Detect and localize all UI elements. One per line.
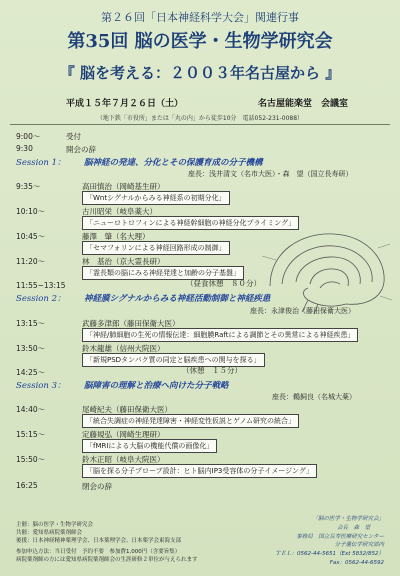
header-theme: 『 脳を考える：２００３年名古屋から 』 xyxy=(59,64,341,82)
talk-time: 10:45～ xyxy=(16,232,46,241)
talk-time: 10:10～ xyxy=(16,207,46,216)
session1-chair: 座長：浅井清文（名市大医）・森 望（国立長寿研） xyxy=(188,170,353,178)
session3-chair: 座長：鵜飼良（名城大薬） xyxy=(272,393,356,401)
talk-speaker: 鈴木正昭（岐阜大院医） xyxy=(82,455,165,464)
talk-title-box: 「Wntシグナルからみる神経系の初期分化」 xyxy=(82,191,230,205)
footer-department: 分子遺伝学研究部内 xyxy=(334,542,384,548)
session1-title: 脳神経の発達、分化とその保護育成の分子機構 xyxy=(84,158,263,168)
talk-title-box: 「統合失調症の神経発達障害・神経変性仮説とゲノム研究の統合」 xyxy=(82,414,299,428)
brain-illustration xyxy=(262,226,392,314)
closing-label: 閉会の辞 xyxy=(82,482,112,491)
talk-title-box: 「ニューロトロフィンによる神経幹細胞の神経分化プライミング」 xyxy=(82,216,299,230)
footer-organizer: 主催：脳の医学・生物学研究会 xyxy=(16,522,94,528)
talk-speaker: 尾崎紀夫（藤田保衛大医） xyxy=(82,405,172,414)
talk-title-box: 「霊長類の脳にみる神経発達と加齢の分子基盤」 xyxy=(82,266,244,280)
talk-title-box: 「セマフォリンによる神経回路形成の制御」 xyxy=(82,241,230,255)
closing-time: 16:25 xyxy=(16,481,38,490)
talk-speaker: 定藤規弘（岡崎生理研） xyxy=(82,430,165,439)
talk-speaker: 武藤多津郎（藤田保衛大医） xyxy=(82,319,180,328)
session2-label: Session 2： xyxy=(16,294,66,304)
talk-time: 13:15～ xyxy=(16,319,46,328)
break-label: （休憩 １５分） xyxy=(182,366,242,375)
divider xyxy=(10,124,390,125)
footer-president: 会長 森 望 xyxy=(336,525,370,531)
talk-title-box: 「神経/肺細胞の生死の情報伝達：細胞膜Raftによる調節とその異常による神経疾患」 xyxy=(82,328,358,342)
header-title: 第35回 脳の医学・生物学研究会 xyxy=(67,31,333,52)
footer-society: 「脳の医学・生物学研究会」 xyxy=(312,516,384,522)
talk-time: 15:50～ xyxy=(16,455,46,464)
event-venue: 名古屋能楽堂 会議室 xyxy=(258,99,349,109)
opening-time: 9:30 xyxy=(16,144,33,153)
footer-cohost: 共催：愛知県病院薬剤師会 xyxy=(16,530,83,536)
session3-title: 脳障害の理解と治療へ向けた分子戦略 xyxy=(84,381,229,391)
footer-credit: 病院薬剤師の方には愛知県病院薬剤師会の生涯研修２単位が与えられます xyxy=(16,557,198,563)
venue-access: （地下鉄「市役所」または「丸の内」から徒歩10分 電話052-231-0088） xyxy=(96,115,304,122)
talk-time: 15:15～ xyxy=(16,430,46,439)
opening-label: 開会の辞 xyxy=(66,145,96,154)
talk-title-box: 「fMRIによる大脳の機能代償の画像化」 xyxy=(82,439,217,453)
footer-registration: 参加申込方法：当日受付 予約不要 参加費1,000円（含要旨集） xyxy=(16,549,181,555)
lunch-time: 11:55~13:15 xyxy=(16,281,66,290)
footer-support: 後援：日本神経精神薬理学会、日本薬理学会、日本薬学会東海支部 xyxy=(16,538,182,544)
talk-speaker: 高田慎治（岡崎基生研） xyxy=(82,182,165,191)
talk-time: 11:20～ xyxy=(16,257,46,266)
footer-fax: Fax：0562-44-6592 xyxy=(329,560,384,566)
break-time: 14:25～ xyxy=(16,368,46,377)
talk-speaker: 藤澤 肇（名大理） xyxy=(82,232,150,241)
talk-time: 9:35～ xyxy=(16,182,41,191)
talk-time: 13:50～ xyxy=(16,344,46,353)
session2-chair: 座長：永津俊治（藤田保衛大医） xyxy=(250,307,355,315)
talk-time: 14:40～ xyxy=(16,405,46,414)
reception-time: 9:00～ xyxy=(16,132,41,141)
footer-tel: ＴＥＬ：0562-44-5651（Ext 5832/852） xyxy=(275,551,384,557)
session2-title: 神経膜シグナルからみる神経活動制御と神経疾患 xyxy=(84,294,271,304)
talk-speaker: 鈴木龍雄（信州大院医） xyxy=(82,344,165,353)
talk-speaker: 林 基治（京大霊長研） xyxy=(82,257,165,266)
footer-office: 事務局 国立長寿医療研究センター xyxy=(296,534,384,540)
lunch-label: （昼食休憩 ８０分） xyxy=(186,279,261,288)
header-subtitle: 第２６回「日本神経科学大会」関連行事 xyxy=(101,11,299,24)
reception-label: 受付 xyxy=(66,132,81,141)
talk-speaker: 古川昭栄（岐阜薬大） xyxy=(82,207,157,216)
talk-title-box: 「脳を探る分子プローブ設計：ヒト脳内IP3受容体の分子イメージング」 xyxy=(82,464,317,478)
session3-label: Session 3： xyxy=(16,381,66,391)
session1-label: Session 1： xyxy=(16,158,66,168)
talk-title-box: 「新規PSDタンパク質の同定と脳疾患への関与を探る」 xyxy=(82,353,265,367)
event-date: 平成１５年７月２６日（土） xyxy=(66,99,184,109)
